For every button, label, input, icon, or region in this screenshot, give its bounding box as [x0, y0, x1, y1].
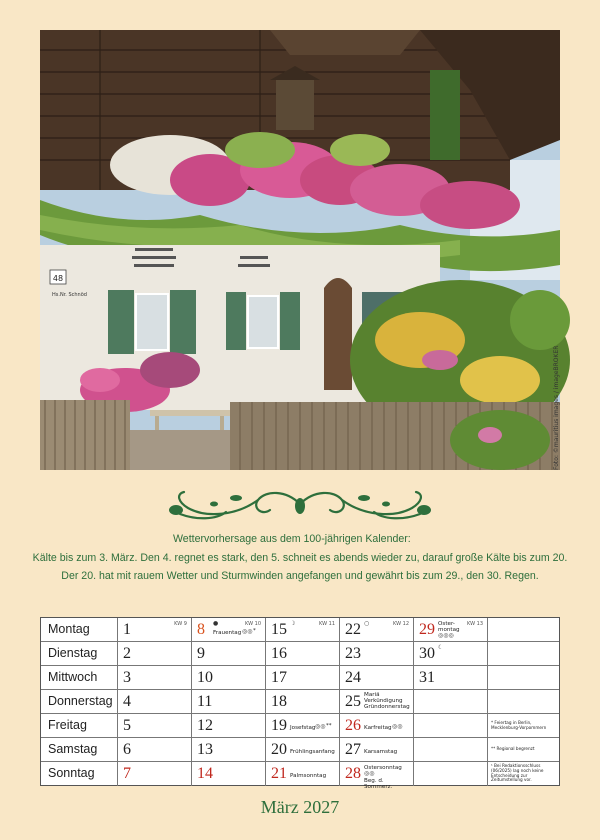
circle-icon: ◎◎◎ — [438, 632, 454, 639]
date-cell: 1 — [123, 621, 131, 638]
date-cell: 2 — [123, 645, 131, 662]
event-sommerzeit: Beg. d. Sommerz. — [364, 778, 393, 791]
date-cell: 25 — [345, 693, 361, 710]
calendar-grid — [40, 617, 560, 791]
date-cell: 20 — [271, 741, 287, 758]
weather-line-1: Kälte bis zum 3. März. Den 4. regnet es stark, den 5. schneit es abends wieder zu, darauf große Kälte bis zum 20. — [32, 551, 568, 564]
date-cell: 31 — [419, 669, 435, 686]
regional-doublestar: ** — [326, 723, 332, 729]
date-cell: 17 — [271, 669, 287, 686]
photo-credit: Foto: ©mauritius images / imageBROKER — [553, 345, 560, 470]
house-photo — [40, 30, 560, 470]
circle-icon: ◎◎ — [392, 723, 403, 730]
event-fruehlingsanfang: Frühlingsanfang — [290, 749, 335, 755]
event-verkuendigung: Verkündigung — [364, 698, 403, 704]
date-cell: 5 — [123, 717, 131, 734]
date-cell: 10 — [197, 669, 213, 686]
date-cell: 9 — [197, 645, 205, 662]
note-regional: ** Regional begrenzt — [491, 746, 535, 751]
date-cell: 14 — [197, 765, 213, 782]
date-cell: 22 — [345, 621, 361, 638]
day-name: Montag — [48, 622, 90, 636]
date-cell: 24 — [345, 669, 361, 686]
weather-title: Wettervorhersage aus dem 100-jährigen Kalender: — [173, 533, 411, 545]
table-row — [41, 618, 559, 642]
date-cell: 8 — [197, 621, 205, 638]
event-ostermontag-2: montag — [438, 627, 460, 633]
note-time-change: ¹ Bei Redaktionsschluss (06/2025) lag noch keine Entscheidung zur Zeitumstellung vor. — [491, 763, 544, 783]
month-title: März 2027 — [260, 797, 340, 817]
date-cell: 6 — [123, 741, 131, 758]
house-sign: Hs.Nr. Schnöd — [52, 292, 87, 298]
date-cell: 26 — [345, 717, 361, 734]
first-quarter-icon: ☽ — [290, 620, 296, 627]
day-name: Mittwoch — [48, 670, 98, 684]
table-row — [41, 666, 559, 690]
week-number: KW 11 — [319, 621, 335, 627]
event-josefstag: Josefstag — [290, 725, 316, 731]
event-frauentag: Frauentag — [213, 630, 242, 636]
event-karsamstag: Karsamstag — [364, 749, 398, 755]
date-cell: 11 — [197, 693, 213, 710]
date-cell: 27 — [345, 741, 361, 758]
day-name: Freitag — [48, 718, 87, 732]
day-name: Dienstag — [48, 646, 98, 660]
event-gruendonnerstag: Gründonnerstag — [364, 704, 410, 710]
date-cell: 7 — [123, 765, 131, 782]
last-quarter-icon: ☾ — [438, 644, 444, 651]
note-holiday: * Feiertag in Berlin, Mecklenburg-Vorpommern — [491, 720, 547, 730]
day-name: Donnerstag — [48, 694, 113, 708]
date-cell: 4 — [123, 693, 131, 710]
weather-forecast — [20, 530, 580, 586]
date-cell: 3 — [123, 669, 131, 686]
date-cell: 19 — [271, 717, 287, 734]
event-karfreitag: Karfreitag — [364, 725, 392, 731]
event-ostersonntag: Ostersonntag — [364, 765, 402, 771]
day-name: Sonntag — [48, 766, 95, 780]
ornament-divider — [166, 486, 434, 522]
house-number: 48 — [52, 274, 64, 283]
date-cell: 16 — [271, 645, 287, 662]
new-moon-icon: ● — [213, 620, 219, 627]
event-mariae: Mariä — [364, 692, 380, 698]
circle-icon: ◎◎ — [315, 723, 326, 730]
date-cell: 29 — [419, 621, 435, 638]
event-palmsonntag: Palmsonntag — [290, 773, 327, 779]
week-number: KW 12 — [393, 621, 409, 627]
date-cell: 30 — [419, 645, 435, 662]
circle-icon: ◎◎ — [364, 770, 375, 777]
date-cell: 18 — [271, 693, 287, 710]
date-cell: 28 — [345, 765, 361, 782]
date-cell: 15 — [271, 621, 287, 638]
table-row — [41, 738, 559, 762]
date-cell: 23 — [345, 645, 361, 662]
circle-icon: ◎◎ — [242, 628, 253, 635]
holiday-star: * — [253, 628, 256, 634]
date-cell: 13 — [197, 741, 213, 758]
date-cell: 12 — [197, 717, 213, 734]
table-row — [41, 762, 559, 791]
day-name: Samstag — [48, 742, 98, 756]
full-moon-icon: ○ — [364, 620, 370, 627]
week-number: KW 10 — [245, 621, 261, 627]
date-cell: 21 — [271, 765, 287, 782]
table-row — [41, 714, 559, 738]
weather-line-2: Der 20. hat mit rauem Wetter und Sturmwinden angefangen und gewährt bis zum 29., den 30. Regen. — [61, 570, 539, 582]
week-number: KW 9 — [174, 621, 187, 627]
table-row — [41, 642, 559, 666]
week-number: KW 13 — [467, 621, 483, 627]
table-row — [41, 690, 559, 714]
event-ostermontag-1: Oster- — [438, 621, 455, 627]
